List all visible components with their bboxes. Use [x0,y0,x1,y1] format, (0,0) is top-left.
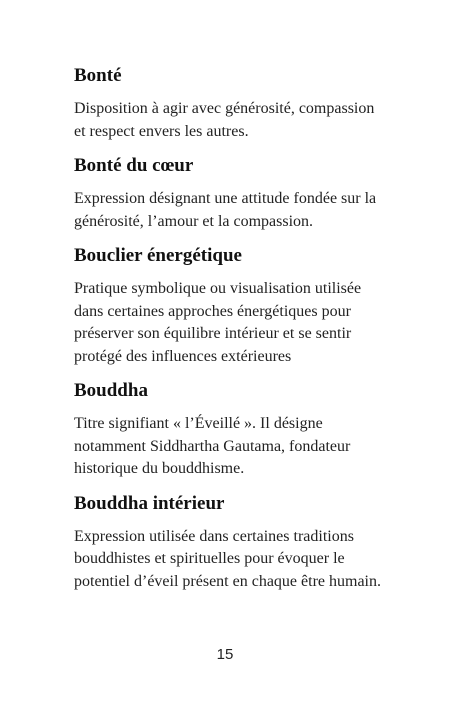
entry-term: Bouddha [74,380,148,401]
entry-term: Bonté [74,65,122,86]
entry-definition: Disposition à agir avec générosité, compassion et respect envers les autres. [74,100,375,140]
entry-term: Bouddha intérieur [74,492,225,514]
glossary-page [74,64,384,604]
entry-term: Bonté du cœur [74,155,194,176]
glossary-entry-bonte-du-coeur [74,154,384,233]
entry-definition: Expression utilisée dans certaines traditions bouddhistes et spirituelles pour évoquer le potentiel d’éveil présent en chaque être humain. [74,527,381,590]
entry-definition: Expression désignant une attitude fondée sur la générosité, l’amour et la compassion. [74,190,377,230]
glossary-entry-bouddha [74,379,384,481]
entry-term: Bouclier énergétique [74,245,242,266]
page-number: 15 [216,646,234,663]
entry-definition: Pratique symbolique ou visualisation utilisée dans certaines approches énergétiques pour préserver son équilibre intérieur et se sentir protégé des influences extérieures [74,280,362,365]
glossary-entry-bouddha-interieur [74,492,384,594]
glossary-entry-bouclier-energetique [74,244,384,368]
entry-definition: Titre signifiant « l’Éveillé ». Il désigne notamment Siddhartha Gautama, fondateur historique du bouddhisme. [74,415,351,477]
glossary-entry-bonte [74,64,384,143]
